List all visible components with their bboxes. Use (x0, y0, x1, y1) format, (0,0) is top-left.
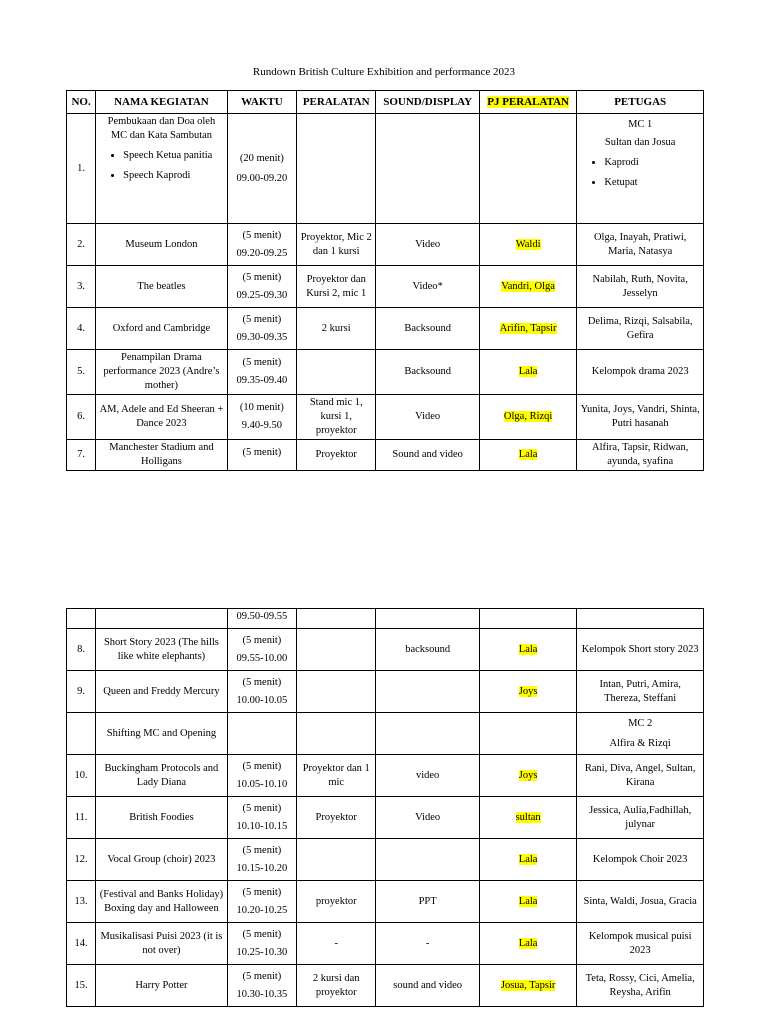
cell-waktu (227, 266, 296, 308)
table-row (67, 965, 704, 1007)
cell-sound: Backsound (376, 350, 479, 395)
cell-kegiatan: Queen and Freddy Mercury (96, 671, 228, 713)
jam: 09.55-10.00 (236, 652, 288, 664)
mc-title: MC 1 (628, 119, 653, 130)
cell-petugas: Yunita, Joys, Vandri, Shinta, Putri hasanah (577, 395, 704, 440)
table-row-shift (67, 713, 704, 755)
cell-waktu (227, 308, 296, 350)
header-no: NO. (67, 91, 96, 114)
pj-name: Lala (518, 449, 538, 460)
cell-petugas (577, 114, 704, 224)
cell-waktu: 09.50-09.55 (227, 609, 296, 629)
jam: 09.30-09.35 (236, 331, 288, 343)
cell-peralatan (297, 609, 376, 629)
cell-no: 11. (67, 797, 96, 839)
cell-sound: Video* (376, 266, 479, 308)
cell-pj (479, 114, 576, 224)
cell-sound: Video (376, 797, 479, 839)
cell-pj (479, 609, 576, 629)
durasi: (5 menit) (242, 886, 282, 898)
pj-name: Lala (518, 895, 538, 907)
cell-pj (479, 965, 576, 1007)
cell-peralatan: Proyektor dan Kursi 2, mic 1 (297, 266, 376, 308)
header-row (67, 91, 704, 114)
cell-sound: - (376, 923, 479, 965)
header-pj (479, 91, 576, 114)
jam: 09.00-09.20 (236, 172, 288, 184)
durasi: (5 menit) (242, 760, 282, 772)
cell-petugas: Nabilah, Ruth, Novita, Jesselyn (577, 266, 704, 308)
table-row (67, 224, 704, 266)
cell-sound: sound and video (376, 965, 479, 1007)
pj-name: Lala (518, 853, 538, 865)
cell-pj (479, 224, 576, 266)
list-item: • Speech Ketua panitia (123, 149, 224, 163)
cell-pj (479, 308, 576, 350)
cell-sound (376, 114, 479, 224)
cell-waktu (227, 350, 296, 395)
cell-waktu (227, 671, 296, 713)
cell-petugas: Kelompok Choir 2023 (577, 839, 704, 881)
cell-no: 1. (67, 114, 96, 224)
cell-waktu (227, 395, 296, 440)
cell-petugas: Delima, Rizqi, Salsabila, Gefira (577, 308, 704, 350)
cell-peralatan: 2 kursi dan proyektor (297, 965, 376, 1007)
cell-waktu (227, 713, 296, 755)
cell-petugas: Sinta, Waldi, Josua, Gracia (577, 881, 704, 923)
cell-kegiatan: Harry Potter (96, 965, 228, 1007)
table-row (67, 266, 704, 308)
cell-no (67, 713, 96, 755)
cell-waktu (227, 881, 296, 923)
durasi: (5 menit) (242, 229, 282, 241)
cell-waktu (227, 965, 296, 1007)
cell-waktu (227, 629, 296, 671)
cell-pj (479, 266, 576, 308)
cell-peralatan: Proyektor (297, 440, 376, 471)
cell-pj (479, 395, 576, 440)
cell-pj (479, 629, 576, 671)
cell-kegiatan: Musikalisasi Puisi 2023 (it is not over) (96, 923, 228, 965)
table-row (67, 629, 704, 671)
pj-name: Joys (518, 769, 538, 781)
header-sound: SOUND/DISPLAY (376, 91, 479, 114)
cell-sound (376, 713, 479, 755)
list-item: • Ketupat (604, 176, 700, 190)
cell-peralatan: Proyektor (297, 797, 376, 839)
header-pj-label: PJ PERALATAN (487, 96, 570, 108)
jam: 10.05-10.10 (236, 778, 288, 790)
table-row (67, 839, 704, 881)
cell-no: 7. (67, 440, 96, 471)
cell-sound (376, 839, 479, 881)
cell-petugas: Olga, Inayah, Pratiwi, Maria, Natasya (577, 224, 704, 266)
durasi: (5 menit) (242, 676, 282, 688)
cell-waktu (227, 923, 296, 965)
durasi: (10 menit) (239, 402, 284, 413)
cell-kegiatan: The beatles (96, 266, 228, 308)
cell-peralatan (297, 350, 376, 395)
cell-sound: PPT (376, 881, 479, 923)
header-kegiatan: NAMA KEGIATAN (96, 91, 228, 114)
cell-sound: Video (376, 395, 479, 440)
cell-pj (479, 755, 576, 797)
cell-kegiatan (96, 609, 228, 629)
kegiatan-text: Pembukaan dan Doa oleh MC dan Kata Sambutan (107, 116, 216, 141)
mc-title: MC 2 (628, 717, 653, 729)
jam: 10.20-10.25 (236, 904, 288, 916)
table-row (67, 609, 704, 629)
cell-petugas: Kelompok Short story 2023 (577, 629, 704, 671)
durasi: (5 menit) (242, 447, 282, 458)
cell-petugas: Rani, Diva, Angel, Sultan, Kirana (577, 755, 704, 797)
cell-kegiatan: (Festival and Banks Holiday) Boxing day and Halloween (96, 881, 228, 923)
table-row (67, 671, 704, 713)
list-item: • Kaprodi (604, 156, 700, 170)
cell-pj (479, 440, 576, 471)
cell-waktu (227, 755, 296, 797)
cell-kegiatan: Vocal Group (choir) 2023 (96, 839, 228, 881)
cell-no: 13. (67, 881, 96, 923)
cell-peralatan: Stand mic 1, kursi 1, proyektor (297, 395, 376, 440)
table-row (67, 440, 704, 471)
cell-pj (479, 713, 576, 755)
table-row (67, 755, 704, 797)
cell-waktu (227, 440, 296, 471)
cell-no: 8. (67, 629, 96, 671)
pj-name: Lala (518, 366, 538, 377)
mc-names: Sultan dan Josua (604, 137, 676, 148)
document-title: Rundown British Culture Exhibition and performance 2023 (252, 66, 516, 78)
cell-petugas: Alfira, Tapsir, Ridwan, ayunda, syafina (577, 440, 704, 471)
jam: 10.00-10.05 (236, 694, 288, 706)
pj-name: Olga, Rizqi (503, 411, 553, 422)
speech-list (99, 149, 224, 183)
cell-waktu (227, 839, 296, 881)
cell-sound: video (376, 755, 479, 797)
cell-peralatan (297, 713, 376, 755)
table-row (67, 923, 704, 965)
cell-kegiatan: AM, Adele and Ed Sheeran + Dance 2023 (96, 395, 228, 440)
cell-sound: Video (376, 224, 479, 266)
cell-kegiatan (96, 114, 228, 224)
cell-sound (376, 609, 479, 629)
jam: 10.30-10.35 (236, 988, 288, 1000)
cell-peralatan (297, 839, 376, 881)
cell-kegiatan: Shifting MC and Opening (96, 713, 228, 755)
cell-petugas: Teta, Rossy, Cici, Amelia, Reysha, Arifin (577, 965, 704, 1007)
pj-name: Lala (518, 937, 538, 949)
durasi: (5 menit) (242, 271, 282, 283)
table-row (67, 114, 704, 224)
cell-sound: Backsound (376, 308, 479, 350)
header-peralatan: PERALATAN (297, 91, 376, 114)
durasi: (5 menit) (242, 970, 282, 982)
cell-kegiatan: British Foodies (96, 797, 228, 839)
cell-waktu (227, 224, 296, 266)
table-row (67, 308, 704, 350)
durasi: (5 menit) (242, 357, 282, 368)
header-petugas: PETUGAS (577, 91, 704, 114)
cell-no: 2. (67, 224, 96, 266)
cell-sound (376, 671, 479, 713)
cell-kegiatan: Buckingham Protocols and Lady Diana (96, 755, 228, 797)
cell-kegiatan: Oxford and Cambridge (96, 308, 228, 350)
header-waktu: WAKTU (227, 91, 296, 114)
pj-name: Joys (518, 685, 538, 697)
durasi: (5 menit) (242, 634, 282, 646)
jam: 09.35-09.40 (236, 375, 288, 386)
cell-waktu (227, 797, 296, 839)
cell-peralatan: 2 kursi (297, 308, 376, 350)
cell-no (67, 609, 96, 629)
pj-name: Waldi (515, 238, 541, 250)
cell-peralatan (297, 114, 376, 224)
cell-no: 6. (67, 395, 96, 440)
cell-sound: Sound and video (376, 440, 479, 471)
jam: 9.40-9.50 (241, 420, 283, 431)
cell-pj (479, 923, 576, 965)
jam: 09.20-09.25 (236, 247, 288, 259)
cell-no: 14. (67, 923, 96, 965)
durasi: (5 menit) (242, 802, 282, 814)
cell-petugas: Kelompok drama 2023 (577, 350, 704, 395)
pj-name: Vandri, Olga (501, 280, 555, 292)
petugas-list (580, 156, 700, 190)
durasi: (5 menit) (242, 844, 282, 856)
cell-peralatan (297, 671, 376, 713)
cell-waktu (227, 114, 296, 224)
table-row (67, 881, 704, 923)
cell-pj (479, 350, 576, 395)
cell-sound: backsound (376, 629, 479, 671)
durasi: (5 menit) (242, 313, 282, 325)
pj-name: Arifin, Tapsir (499, 322, 557, 334)
cell-no: 15. (67, 965, 96, 1007)
cell-no: 12. (67, 839, 96, 881)
cell-peralatan: proyektor (297, 881, 376, 923)
cell-pj (479, 671, 576, 713)
rundown-table-page-1 (66, 90, 704, 471)
cell-no: 4. (67, 308, 96, 350)
cell-peralatan: - (297, 923, 376, 965)
mc-names: Alfira & Rizqi (609, 737, 671, 749)
jam: 10.15-10.20 (236, 862, 288, 874)
cell-kegiatan: Penampilan Drama performance 2023 (Andre’s mother) (96, 350, 228, 395)
cell-petugas: Jessica, Aulia,Fadhillah, julynar (577, 797, 704, 839)
jam: 09.25-09.30 (236, 289, 288, 301)
jam: 10.25-10.30 (236, 946, 288, 958)
cell-pj (479, 797, 576, 839)
pj-name: Lala (518, 643, 538, 655)
cell-peralatan: Proyektor dan 1 mic (297, 755, 376, 797)
pj-name: Josua, Tapsir (500, 979, 556, 991)
cell-petugas (577, 713, 704, 755)
jam: 10.10-10.15 (236, 820, 288, 832)
table-row (67, 350, 704, 395)
cell-no: 5. (67, 350, 96, 395)
durasi: (5 menit) (242, 928, 282, 940)
cell-pj (479, 881, 576, 923)
cell-no: 3. (67, 266, 96, 308)
rundown-table-page-2 (66, 608, 704, 1007)
cell-pj (479, 839, 576, 881)
cell-kegiatan: Short Story 2023 (The hills like white elephants) (96, 629, 228, 671)
table-row (67, 395, 704, 440)
cell-no: 9. (67, 671, 96, 713)
cell-kegiatan: Museum London (96, 224, 228, 266)
cell-petugas: Kelompok musical puisi 2023 (577, 923, 704, 965)
durasi: (20 menit) (239, 152, 284, 164)
cell-peralatan: Proyektor, Mic 2 dan 1 kursi (297, 224, 376, 266)
cell-petugas: Intan, Putri, Amira, Thereza, Steffani (577, 671, 704, 713)
cell-peralatan (297, 629, 376, 671)
cell-no: 10. (67, 755, 96, 797)
list-item: • Speech Kaprodi (123, 169, 224, 183)
cell-petugas (577, 609, 704, 629)
table-row (67, 797, 704, 839)
pj-name: sultan (515, 811, 541, 823)
cell-kegiatan: Manchester Stadium and Holligans (96, 440, 228, 471)
